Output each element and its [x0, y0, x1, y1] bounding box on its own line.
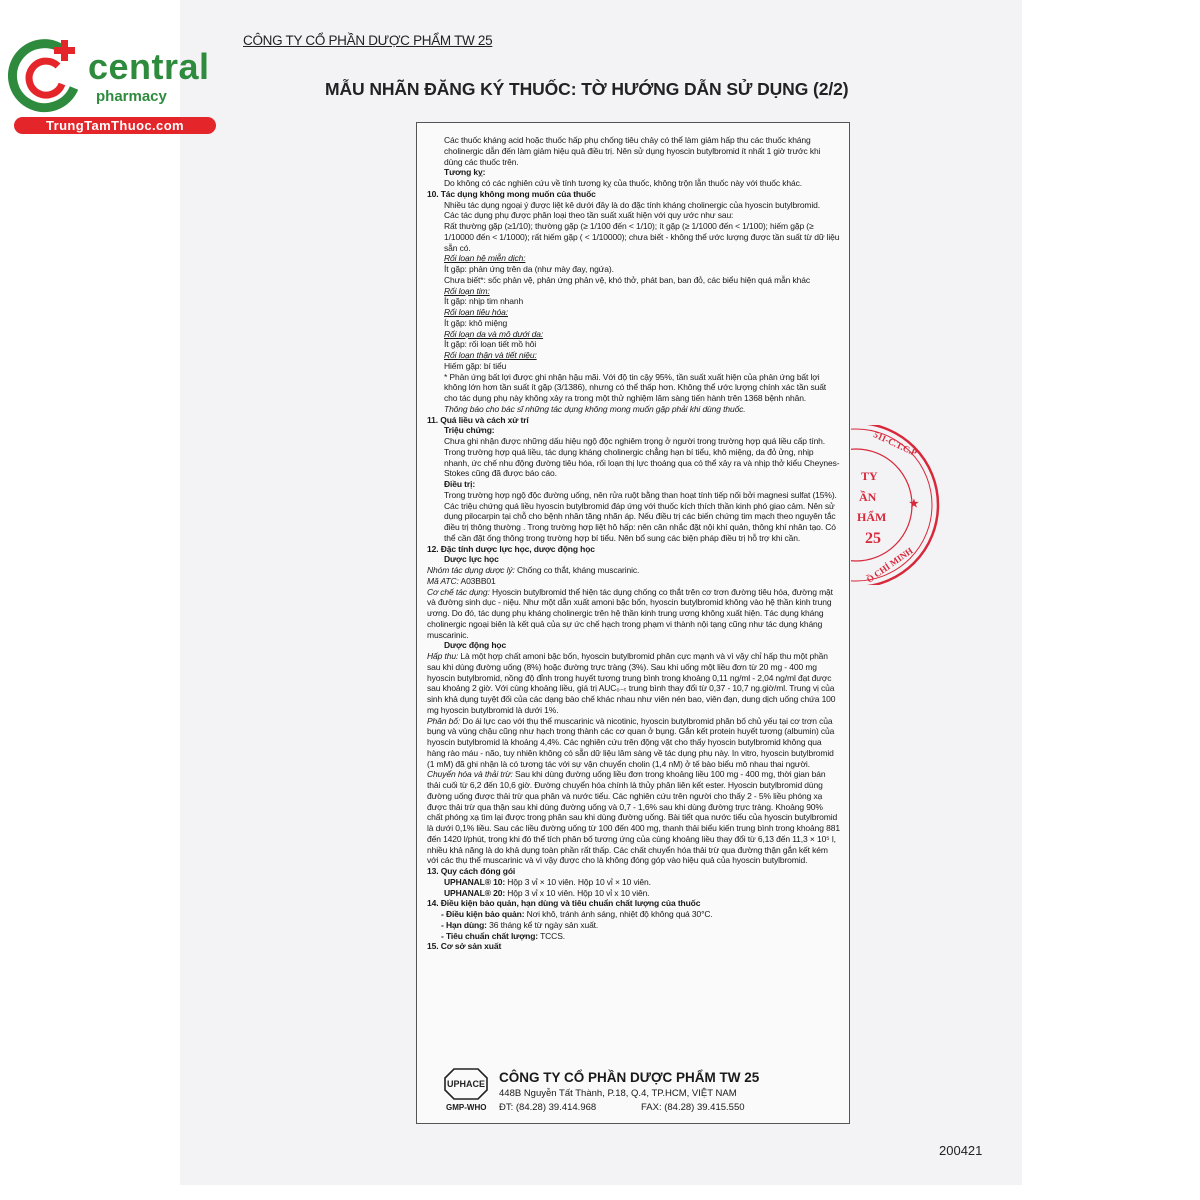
section-heading: 11. Quá liều và cách xử trí	[427, 414, 529, 425]
document-title: MẪU NHÃN ĐĂNG KÝ THUỐC: TỜ HƯỚNG DẪN SỬ DỤNG (2/2)	[325, 79, 849, 99]
text: Chống co thắt, kháng muscarinic.	[514, 565, 640, 575]
storage-item	[427, 931, 840, 942]
text: Do ái lực cao với thụ thể muscarinic và nicotinic, hyoscin butylbromid phân bố chủ yếu tại cơ trơn của bụng và vùng chậu cũng như hạch trong thành các cơ quan ở bụng. Gắn kết protein huyết tương (albumin) của hyoscin butylbromid là khoảng 4,4%. Các nghiên cứu trên động vật cho thấy hyoscin butylbromid không qua hàng rào máu - não, tuy nhiên không có sẵn dữ liệu lâm sàng về tác dụng phụ này. In vitro, hyoscin butylbromid (1 mM) đã ghi nhận là có tương tác với sự vận chuyển cholin (1,4 nM) ở tế bào biểu mô nhau thai người.	[427, 715, 835, 769]
label: Hấp thu:	[427, 651, 459, 661]
paragraph: Ít gặp: phản ứng trên da (như mày đay, ngứa).	[444, 264, 614, 274]
svg-text:25: 25	[865, 530, 881, 547]
gmp-who-label: GMP-WHO	[446, 1103, 487, 1112]
label: - Tiêu chuẩn chất lượng:	[441, 930, 538, 941]
paragraph: Các tác dụng phụ được phân loại theo tần suất xuất hiện với quy ước như sau:	[444, 210, 734, 221]
labeled-paragraph	[427, 587, 840, 641]
label: - Điều kiện bảo quản:	[441, 909, 525, 919]
paragraph: Ít gặp: khô miệng	[444, 317, 508, 328]
package-item	[427, 888, 840, 899]
category-heading: Rối loạn da và mô dưới da:	[444, 328, 544, 339]
section-heading: 15. Cơ sở sản xuất	[427, 941, 502, 952]
uphace-logo-icon	[444, 1068, 488, 1100]
paragraph: Rất thường gặp (≥1/10); thường gặp (≥ 1/100 đến < 1/10); ít gặp (≥ 1/1000 đến < 1/100); hiếm gặp (≥ 1/10000 đến < 1/1000); rất hiếm gặp ( < 1/10000); chưa biết - không thể ước lượng được tần suất từ dữ liệu sẵn có.	[444, 221, 840, 253]
category-heading: Rối loạn tiêu hóa:	[444, 307, 508, 317]
svg-text:★: ★	[909, 498, 919, 510]
brand-site: TrungTamThuoc.com	[14, 117, 216, 134]
company-header: CÔNG TY CỔ PHẦN DƯỢC PHẨM TW 25	[243, 33, 493, 48]
document-code: 200421	[939, 1143, 983, 1158]
label: Mã ATC:	[427, 575, 459, 586]
label: UPHANAL® 10:	[444, 876, 506, 887]
svg-text:ẦN: ẦN	[859, 490, 877, 504]
leaflet-content	[427, 135, 840, 952]
svg-text:UPHACE: UPHACE	[446, 1079, 486, 1089]
subheading: Triệu chứng:	[444, 425, 495, 436]
storage-item	[427, 920, 840, 931]
text: A03BB01	[458, 575, 496, 586]
paragraph: * Phản ứng bất lợi được ghi nhận hậu mãi. Với độ tin cậy 95%, tần suất xuất hiện của phản ứng bất lợi không lớn hơn tần suất ít gặp (3/1386), nhưng có thể thấp hơn. Không thể ước lượng chính xác tần suất cho tác dụng phụ này không xảy ra trong một thử nghiệm lâm sàng tiến hành trên 1368 bệnh nhân.	[444, 371, 827, 403]
paragraph: Các triệu chứng quá liều hyoscin butylbromid đáp ứng với thuốc kích thích thần kinh phó giao cảm. Nên sử dụng pilocarpin tại chỗ cho bệnh nhân tăng nhãn áp. Nếu điều trị các biến chứng tim mạch theo nguyên tắc điều trị thông thường . Trong trường hợp liệt hô hấp: nên cân nhắc đặt nội khí quản, thông khí nhân tạo. Có thể cần đặt ống thông trong trường hợp bí tiểu. Nên bổ sung các biện pháp điều trị hỗ trợ khi cần.	[444, 500, 836, 543]
section-heading: 12. Đặc tính dược lực học, dược động học	[427, 543, 595, 554]
text: Là một hợp chất amoni bậc bốn, hyoscin butylbromid phân cực mạnh và vì vậy chỉ hấp thu một phần sau khi dùng đường uống (8%) hoặc đường trực tràng (3%). Sau khi uống một liều đơn từ 20 mg - 400 mg hyoscin butylbromid, nồng độ đỉnh trong huyết tương trung bình trong khoảng 0,11 ng/ml - 2,04 ng/ml đạt được sau khoảng 2 giờ. Với cùng khoảng liều, giá trị AUC₀₋ₜ trung bình thay đổi từ 0,37 - 10,7 ng.giờ/ml. Trung vị của sinh khả dụng tuyệt đối của các dạng bào chế khác nhau như viên nén bao, viên đạn, dung dịch uống chứa 100 mg hyoscin butylbromid là dưới 1%.	[427, 651, 836, 715]
paragraph: Chưa biết*: sốc phản vệ, phản ứng phản vệ, khó thở, phát ban, ban đỏ, các biểu hiện quá mẫn khác	[444, 274, 810, 285]
text: TCCS.	[538, 930, 565, 941]
manufacturer-fax: FAX: (84.28) 39.415.550	[641, 1102, 745, 1113]
category-heading: Rối loạn tim:	[444, 285, 490, 296]
subheading: Dược động học	[444, 640, 507, 651]
section-heading: 14. Điều kiện bảo quản, hạn dùng và tiêu chuẩn chất lượng của thuốc	[427, 898, 701, 909]
svg-text:511-C.T.C.P: 511-C.T.C.P	[872, 429, 919, 459]
label: Phân bố:	[427, 715, 461, 726]
manufacturer-address: 448B Nguyễn Tất Thành, P.18, Q.4, TP.HCM, VIỆT NAM	[499, 1088, 737, 1099]
manufacturer-phone: ĐT: (84.28) 39.414.968	[499, 1102, 597, 1113]
paragraph: Ít gặp: nhịp tim nhanh	[444, 296, 524, 307]
text: Nơi khô, tránh ánh sáng, nhiệt độ không quá 30°C.	[524, 909, 713, 919]
section-heading: 13. Quy cách đóng gói	[427, 866, 516, 876]
category-heading: Rối loạn thận và tiết niệu:	[444, 350, 537, 360]
subheading: Điều trị:	[444, 479, 476, 489]
text: Hộp 3 vỉ × 10 viên. Hộp 10 vỉ × 10 viên.	[505, 876, 651, 887]
paragraph: Trong trường hợp ngộ độc đường uống, nên rửa ruột bằng than hoạt tính tiếp nối bởi magnesi sulfat (15%).	[444, 489, 837, 500]
text: Hộp 3 vỉ x 10 viên. Hộp 10 vỉ x 10 viên.	[505, 887, 650, 898]
labeled-paragraph	[427, 576, 840, 587]
subheading: Tương kỵ:	[444, 167, 486, 178]
pharmacy-logo-icon	[8, 36, 88, 116]
labeled-paragraph	[427, 769, 840, 866]
labeled-paragraph	[427, 651, 840, 716]
labeled-paragraph	[427, 565, 840, 576]
paragraph: Do không có các nghiên cứu về tính tương kỵ của thuốc, không trộn lẫn thuốc này với thuốc khác.	[444, 178, 802, 188]
subheading: Dược lực học	[444, 554, 499, 565]
text: 36 tháng kể từ ngày sản xuất.	[486, 919, 599, 930]
svg-text:TY: TY	[861, 469, 878, 483]
category-heading: Rối loạn hệ miễn dịch:	[444, 253, 526, 264]
paragraph: Chưa ghi nhận được những dấu hiệu ngộ độc nghiêm trọng ở người trong trường hợp quá liều cấp tính. Trong trường hợp quá liều, tác dụng kháng cholinergic chẳng hạn bí tiểu, khô miệng, da đỏ ửng, nhịp nhanh, ức chế nhu động đường tiêu hóa, rối loạn thị lực thoáng qua có thể xảy ra và nhịp thở kiểu Cheynes-Stokes cũng đã được báo cáo.	[444, 436, 840, 479]
text: Hyoscin butylbromid thể hiện tác dụng chống co thắt trên cơ trơn đường tiêu hóa, đường mật và đường sinh dục - niệu. Như một dẫn xuất amoni bậc bốn, hyoscin butylbromid không vào hệ thần kinh trung ương. Do đó, tác dụng phụ kháng cholinergic trên hệ thần kinh trung ương không xuất hiện. Tác dụng kháng cholinergic ngoại biên là kết quả của sự ức chế hạch trong phạm vi thành nội tạng cũng như tác dụng kháng muscarinic.	[427, 586, 833, 640]
italic-note: Thông báo cho bác sĩ những tác dụng không mong muốn gặp phải khi dùng thuốc.	[444, 403, 746, 414]
brand-name: central	[88, 46, 210, 87]
section-heading: 10. Tác dụng không mong muốn của thuốc	[427, 188, 596, 199]
central-pharmacy-watermark	[8, 36, 218, 136]
label: Chuyển hóa và thải trừ:	[427, 769, 513, 780]
package-item	[427, 877, 840, 888]
paragraph: Hiếm gặp: bí tiểu	[444, 360, 507, 371]
company-stamp	[851, 425, 951, 585]
paragraph: Các thuốc kháng acid hoặc thuốc hấp phụ chống tiêu chảy có thể làm giảm hấp thu các thuốc kháng cholinergic dẫn đến làm giảm hiệu quả điều trị. Nên sử dụng hyoscin butylbromid ít nhất 1 giờ trước khi dùng các thuốc trên.	[444, 135, 821, 167]
manufacturer-name: CÔNG TY CỔ PHẦN DƯỢC PHẨM TW 25	[499, 1070, 760, 1085]
text: Sau khi dùng đường uống liều đơn trong khoảng liều 100 mg - 400 mg, thời gian bán thải cuối từ 6,2 đến 10,6 giờ. Đường chuyển hóa chính là thủy phân liên kết ester. Hyoscin butylbromid dùng đường uống được thải trừ qua phân và nước tiểu. Các nghiên cứu trên người cho thấy 2 - 5% liều phóng xạ được thải trừ qua thận sau khi dùng đường uống và 0,7 - 1,6% sau khi dùng đường trực tràng. Khoảng 90% chất phóng xạ tìm lại được trong phân sau khi dùng đường uống. Bài tiết qua nước tiểu của hyoscin butylbromid là dưới 0,1% liều. Sau các liều đường uống từ 100 đến 400 mg, thanh thải biểu kiến trung bình trong khoảng 881 đến 1420 l/phút, trong khi đó thể tích phân bố tương ứng của cùng khoảng liều thay đổi từ 6,13 đến 11,3 × 10⁵ l, nhiều khả năng là do khả dụng toàn phần rất thấp. Các chất chuyển hóa thải trừ qua đường thận gắn kết kém với các thụ thể muscarinic và vì vậy được cho là không đóng góp vào hiệu quả của hyoscin butylbromid.	[427, 769, 840, 866]
storage-item	[427, 909, 840, 920]
label: - Hạn dùng:	[441, 919, 487, 930]
label: Cơ chế tác dụng:	[427, 586, 490, 597]
svg-text:Ồ CHÍ MINH: Ồ CHÍ MINH	[864, 545, 915, 585]
labeled-paragraph	[427, 716, 840, 770]
manufacturer-block	[444, 1068, 824, 1118]
brand-sub: pharmacy	[96, 88, 167, 105]
paragraph: Ít gặp: rối loạn tiết mồ hôi	[444, 339, 537, 350]
label: UPHANAL® 20:	[444, 887, 506, 898]
svg-text:HẨM: HẨM	[857, 510, 887, 524]
leaflet-box	[416, 122, 850, 1124]
label: Nhóm tác dụng dược lý:	[427, 565, 515, 575]
paragraph: Nhiều tác dụng ngoại ý được liệt kê dưới đây là do đặc tính kháng cholinergic của hyoscin butylbromid.	[444, 199, 821, 210]
